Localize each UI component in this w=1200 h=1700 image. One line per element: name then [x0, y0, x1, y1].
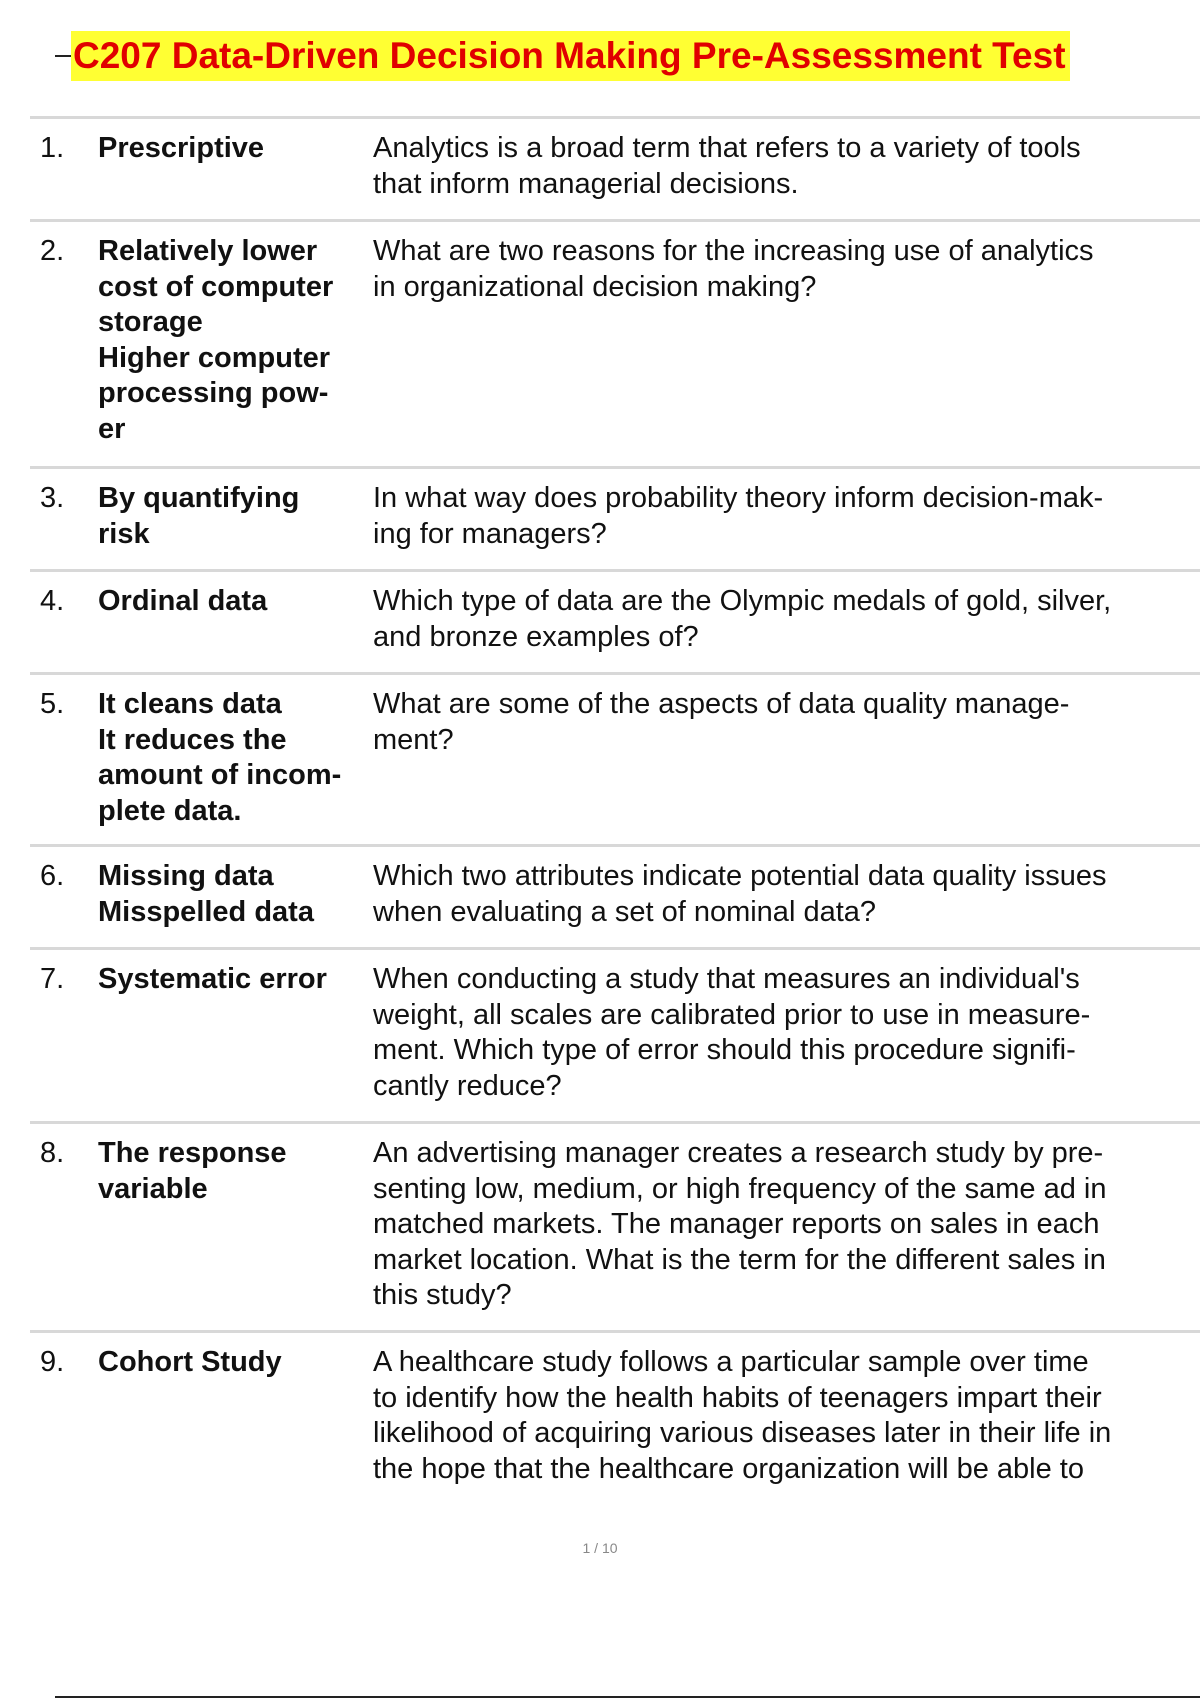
qa-row-9 [30, 1330, 1200, 1510]
qa-number: 8. [40, 1137, 65, 1169]
qa-definition: An advertising manager creates a research study by pre- senting low, medium, or high frequency of the same ad in matched markets. The manager reports on sales in each market location. What is the term for the different sales in this study? [373, 1137, 1107, 1311]
qa-term: Missing data Misspelled data [98, 860, 314, 928]
qa-number: 1. [40, 132, 65, 164]
qa-definition: Analytics is a broad term that refers to a variety of tools that inform managerial decisions. [373, 132, 1081, 200]
title-row [55, 30, 1070, 82]
qa-number: 7. [40, 963, 65, 995]
qa-definition: When conducting a study that measures an individual's weight, all scales are calibrated prior to use in measure- ment. Which type of error should this procedure signifi- cantly reduce? [373, 963, 1091, 1102]
qa-number: 3. [40, 482, 65, 514]
qa-number: 9. [40, 1346, 65, 1378]
qa-term: The response variable [98, 1137, 287, 1205]
qa-definition: What are two reasons for the increasing use of analytics in organizational decision making? [373, 235, 1094, 303]
qa-definition: In what way does probability theory inform decision-mak- ing for managers? [373, 482, 1104, 550]
title-dash [55, 55, 71, 57]
qa-number: 4. [40, 585, 65, 617]
qa-definition: Which two attributes indicate potential data quality issues when evaluating a set of nominal data? [373, 860, 1107, 928]
qa-definition: Which type of data are the Olympic medals of gold, silver, and bronze examples of? [373, 585, 1112, 653]
qa-row-4 [30, 569, 1200, 672]
qa-term: It cleans data It reduces the amount of incom- plete data. [98, 688, 342, 827]
qa-row-5 [30, 672, 1200, 844]
qa-number: 6. [40, 860, 65, 892]
bottom-rule [55, 1696, 1200, 1698]
qa-row-2 [30, 219, 1200, 466]
page-title: C207 Data-Driven Decision Making Pre-Assessment Test [71, 31, 1070, 81]
qa-row-6 [30, 844, 1200, 947]
qa-term: Systematic error [98, 963, 327, 995]
qa-term: Cohort Study [98, 1346, 282, 1378]
qa-term: Prescriptive [98, 132, 265, 164]
qa-row-3 [30, 466, 1200, 569]
qa-number: 5. [40, 688, 65, 720]
qa-definition: A healthcare study follows a particular sample over time to identify how the health habits of teenagers impart their likelihood of acquiring various diseases later in their life in the hope that the healthcare organization will be able to [373, 1346, 1112, 1485]
qa-term: Relatively lower cost of computer storage Higher computer processing pow- er [98, 235, 334, 445]
qa-term: By quantifying risk [98, 482, 300, 550]
qa-row-1 [30, 116, 1200, 220]
qa-row-8 [30, 1121, 1200, 1330]
qa-number: 2. [40, 235, 65, 267]
qa-definition: What are some of the aspects of data quality manage- ment? [373, 688, 1070, 756]
qa-row-7 [30, 947, 1200, 1121]
qa-term: Ordinal data [98, 585, 268, 617]
page-number: 1 / 10 [582, 1540, 618, 1556]
